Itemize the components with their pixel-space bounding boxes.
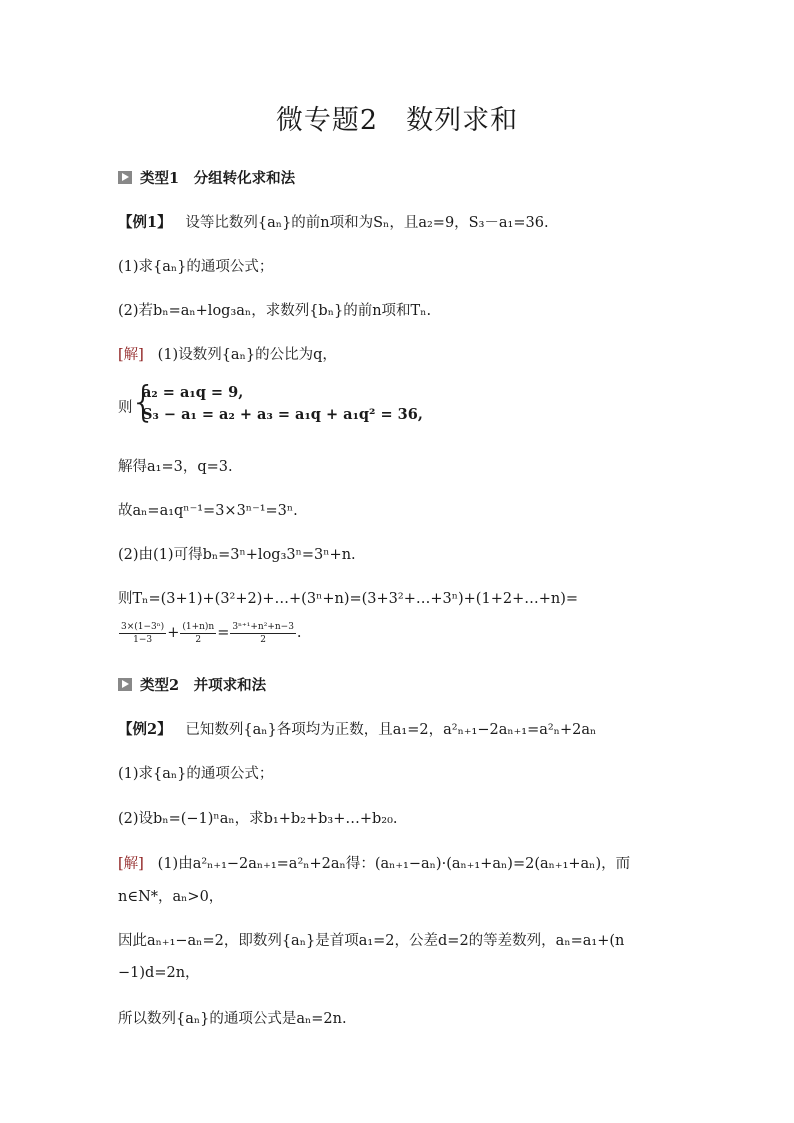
fraction-2: $\frac{(1+n)n}{2}$ — [182, 621, 215, 645]
solution-2-line-1: [解] (1)由a²ₙ₊₁−2aₙ₊₁=a²ₙ+2aₙ得：(aₙ₊₁−aₙ)·(aₙ₊₁+aₙ)=2(aₙ₊₁+aₙ)，而 — [118, 856, 631, 872]
solution-2-line-2: n∈N*，aₙ>0， — [118, 889, 224, 905]
example-1-question-2: (2)若bₙ=aₙ+log₃aₙ，求数列{bₙ}的前n项和Tₙ. — [118, 303, 432, 319]
solution-2-line-4: −1)d=2n， — [118, 965, 200, 981]
example-2-label: 【例2】 — [118, 721, 172, 738]
fraction-result-line: $\frac{\text{3×(1−3ⁿ)}}{1-3}$ + $\frac{(1+n)n}{2}$ = $\frac{\text{3ⁿ⁺¹+n²+n−3}}{2}$ . — [121, 621, 302, 645]
then-word: 则 — [118, 400, 133, 416]
fraction-3: $\frac{\text{3ⁿ⁺¹+n²+n−3}}{2}$ — [232, 621, 294, 645]
play-triangle-icon — [118, 678, 132, 691]
system-equation-2: S₃ − a₁ = a₂ + a₃ = a₁q + a₁q² = 36, — [142, 406, 423, 423]
solution-1-label: [解] — [118, 347, 144, 363]
solution-1-line-2: 解得a₁=3，q=3. — [118, 459, 233, 475]
example-1-statement: 【例1】 设等比数列{aₙ}的前n项和为Sₙ，且a₂=9，S₃－a₁=36. — [118, 214, 549, 231]
solution-1-line-3: 故aₙ=a₁qⁿ⁻¹=3×3ⁿ⁻¹=3ⁿ. — [118, 503, 298, 519]
fraction-1: $\frac{\text{3×(1−3ⁿ)}}{1-3}$ — [121, 621, 165, 645]
system-equation-1: a₂ = a₁q = 9, — [142, 384, 244, 401]
solution-2-label: [解] — [118, 856, 144, 872]
solution-2-line-5: 所以数列{aₙ}的通项公式是aₙ=2n. — [118, 1011, 347, 1027]
example-2-statement: 【例2】 已知数列{aₙ}各项均为正数，且a₁=2，a²ₙ₊₁−2aₙ₊₁=a²ₙ+2aₙ — [118, 721, 597, 738]
solution-2-line-3: 因此aₙ₊₁−aₙ=2，即数列{aₙ}是首项a₁=2，公差d=2的等差数列，aₙ=a₁+(n — [118, 933, 625, 949]
example-2-question-2: (2)设bₙ=(−1)ⁿaₙ，求b₁+b₂+b₃+…+b₂₀. — [118, 811, 398, 827]
left-brace-icon: { — [130, 377, 157, 426]
section-heading-1: 类型1 分组转化求和法 — [118, 168, 295, 190]
page-title: 微专题2 数列求和 — [275, 105, 519, 136]
section-heading-2: 类型2 并项求和法 — [118, 675, 266, 697]
example-1-question-1: (1)求{aₙ}的通项公式； — [118, 259, 274, 275]
solution-1-line-5: 则Tₙ=(3+1)+(3²+2)+…+(3ⁿ+n)=(3+3²+…+3ⁿ)+(1+2+…+n)= — [118, 591, 579, 607]
solution-1-line-1: [解] (1)设数列{aₙ}的公比为q， — [118, 347, 337, 363]
solution-1-line-4: (2)由(1)可得bₙ=3ⁿ+log₃3ⁿ=3ⁿ+n. — [118, 547, 356, 563]
play-triangle-icon — [118, 171, 132, 184]
example-2-question-1: (1)求{aₙ}的通项公式； — [118, 766, 274, 782]
example-1-label: 【例1】 — [118, 214, 172, 231]
